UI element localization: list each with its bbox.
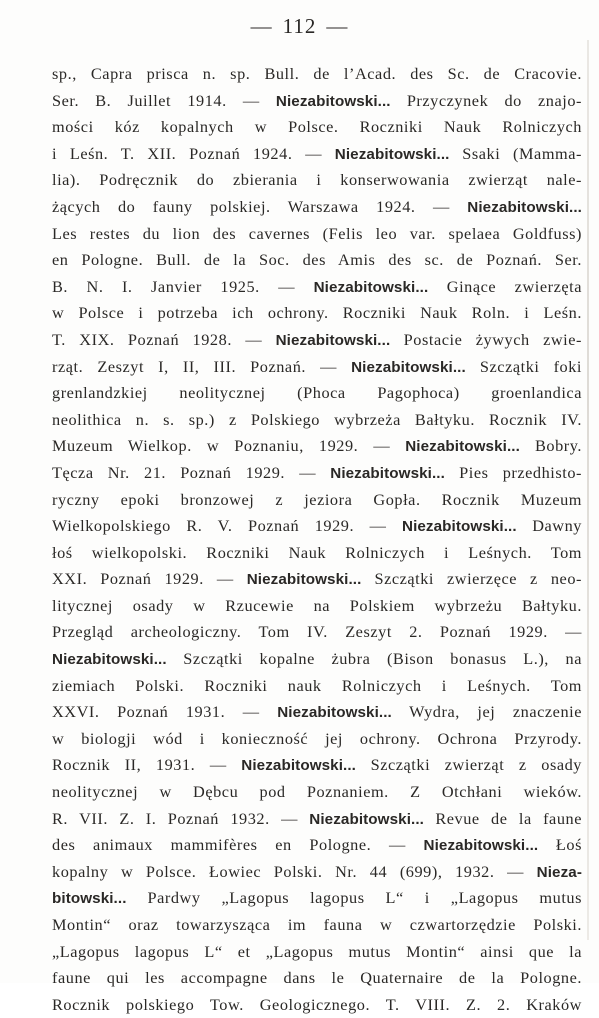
text-segment: B. N. I. Janvier 1925. — bbox=[52, 276, 314, 296]
author-name: Niezabitowski... bbox=[330, 464, 445, 482]
text-line bbox=[52, 274, 582, 301]
author-name: Niezabitowski... bbox=[423, 837, 539, 855]
text-line bbox=[52, 194, 582, 221]
author-name: Niezabitowski... bbox=[405, 438, 520, 456]
author-name: Nieza- bbox=[536, 863, 582, 881]
text-segment: Pies przedhisto- bbox=[444, 462, 582, 482]
text-line bbox=[52, 965, 582, 992]
text-segment: „Lagopus lagopus L“ et „Lagopus mutus Montin“ ainsi que la bbox=[52, 941, 582, 961]
text-line bbox=[52, 141, 582, 168]
text-line bbox=[52, 752, 582, 779]
text-segment: i Leśn. T. XII. Poznań 1924. — bbox=[52, 143, 335, 163]
text-line bbox=[52, 327, 582, 354]
author-name: Niezabitowski... bbox=[334, 145, 450, 163]
text-segment: neolitycznej w Dębcu pod Poznaniem. Z Otchłani wieków. bbox=[52, 782, 582, 802]
author-name: Niezabitowski... bbox=[467, 198, 582, 216]
text-segment: sp., Capra prisca n. sp. Bull. de l’Acad. des Sc. de Cracovie. bbox=[52, 64, 582, 83]
text-line bbox=[52, 566, 582, 593]
author-name: Niezabitowski... bbox=[351, 358, 466, 376]
text-segment: neolithica n. s. sp.) z Polskiego wybrzeża Bałtyku. Rocznik IV. bbox=[52, 409, 582, 429]
text-line bbox=[52, 646, 582, 673]
author-name: Niezabitowski... bbox=[402, 518, 517, 536]
text-line bbox=[52, 885, 582, 912]
text-segment: Łoś bbox=[538, 835, 582, 855]
text-segment: Rocznik II, 1931. — bbox=[52, 755, 242, 775]
text-segment: Ssaki (Mamma- bbox=[449, 143, 583, 163]
text-segment: Ginące zwierzęta bbox=[428, 276, 582, 296]
author-name: Niezabitowski... bbox=[275, 92, 391, 110]
text-line bbox=[52, 859, 582, 886]
text-line bbox=[52, 832, 582, 859]
text-line bbox=[52, 939, 582, 966]
text-line bbox=[52, 699, 582, 726]
text-line bbox=[52, 247, 582, 274]
header-dash-left: — bbox=[250, 14, 273, 38]
text-line bbox=[52, 300, 582, 327]
text-segment: żących do fauny polskiej. Warszawa 1924. — bbox=[52, 196, 468, 216]
text-segment: mości kóz kopalnych w Polsce. Roczniki Nauk Rolniczych bbox=[52, 117, 582, 137]
page-header bbox=[0, 14, 599, 39]
text-segment: ziemiach Polski. Roczniki nauk Rolniczych i Leśnych. Tom bbox=[52, 675, 582, 695]
text-segment: R. VII. Z. I. Poznań 1932. — bbox=[52, 808, 310, 828]
text-line bbox=[52, 61, 582, 88]
author-name: bitowski... bbox=[52, 890, 127, 908]
text-line bbox=[52, 407, 582, 434]
author-name: Niezabitowski... bbox=[241, 757, 356, 775]
text-line bbox=[52, 460, 582, 487]
text-segment: kopalny w Polsce. Łowiec Polski. Nr. 44 (699), 1932. — bbox=[52, 861, 537, 881]
text-segment: Bobry. bbox=[519, 436, 582, 456]
text-segment: w biologji wód i konieczność jej ochrony. Ochrona Przyrody. bbox=[52, 728, 582, 748]
author-name: Niezabitowski... bbox=[275, 331, 391, 349]
text-segment: rząt. Zeszyt I, II, III. Poznań. — bbox=[52, 356, 352, 376]
text-segment: XXVI. Poznań 1931. — bbox=[52, 702, 278, 722]
text-line bbox=[52, 380, 582, 407]
text-segment: Postacie żywych zwie- bbox=[390, 329, 582, 349]
text-segment: Tęcza Nr. 21. Poznań 1929. — bbox=[52, 462, 331, 482]
author-name: Niezabitowski... bbox=[313, 278, 429, 296]
text-segment: Pardwy „Lagopus lagopus L“ i „Lagopus mutus bbox=[126, 888, 582, 908]
text-segment: Przyczynek do znajo- bbox=[390, 90, 582, 110]
text-line bbox=[52, 487, 582, 514]
text-segment: XXI. Poznań 1929. — bbox=[52, 569, 247, 589]
header-dash-right: — bbox=[326, 14, 349, 38]
text-line bbox=[52, 433, 582, 460]
text-segment: Wielkopolskiego R. V. Poznań 1929. — bbox=[52, 516, 402, 536]
text-line bbox=[52, 513, 582, 540]
text-line bbox=[52, 619, 582, 646]
text-segment: des animaux mammifères en Pologne. — bbox=[52, 835, 424, 855]
text-segment: Szczątki zwierzęce z neo- bbox=[361, 569, 582, 589]
author-name: Niezabitowski... bbox=[309, 810, 424, 828]
text-segment: Muzeum Wielkop. w Poznaniu, 1929. — bbox=[52, 436, 406, 456]
text-segment: Szczątki zwierząt z osady bbox=[356, 755, 582, 775]
text-segment: T. XIX. Poznań 1928. — bbox=[52, 329, 276, 349]
text-segment: lia). Podręcznik do zbierania i konserwowania zwierząt nale- bbox=[52, 170, 582, 190]
text-line bbox=[52, 673, 582, 700]
text-line bbox=[52, 354, 582, 381]
text-segment: Dawny bbox=[516, 516, 583, 536]
bibliography-text bbox=[52, 61, 582, 1018]
text-line bbox=[52, 726, 582, 753]
text-segment: litycznej osady w Rzucewie na Polskiem wybrzeżu Bałtyku. bbox=[52, 595, 582, 615]
text-segment: ryczny epoki bronzowej z jeziora Gopła. Rocznik Muzeum bbox=[52, 489, 582, 509]
page-number: 112 bbox=[282, 14, 317, 38]
text-segment: łoś wielkopolski. Roczniki Nauk Rolniczych i Leśnych. Tom bbox=[52, 542, 582, 562]
text-segment: w Polsce i potrzeba ich ochrony. Roczniki Nauk Roln. i Leśn. bbox=[52, 303, 582, 323]
author-name: Niezabitowski... bbox=[52, 651, 167, 669]
text-line bbox=[52, 114, 582, 141]
author-name: Niezabitowski... bbox=[246, 571, 362, 589]
text-line bbox=[52, 221, 582, 248]
text-segment: Revue de la faune bbox=[423, 808, 582, 828]
text-segment: Wydra, jej znaczenie bbox=[391, 702, 582, 722]
text-segment: en Pologne. Bull. de la Soc. des Amis des sc. de Poznań. Ser. bbox=[52, 250, 582, 270]
text-line bbox=[52, 779, 582, 806]
text-line bbox=[52, 912, 582, 939]
page-edge-shadow bbox=[587, 40, 589, 940]
text-line bbox=[52, 540, 582, 567]
text-segment: Rocznik polskiego Tow. Geologicznego. T. VIII. Z. 2. Kraków bbox=[52, 994, 582, 1014]
author-name: Niezabitowski... bbox=[277, 704, 392, 722]
text-segment: Szczątki foki bbox=[465, 356, 582, 376]
text-segment: faune qui les accompagne dans le Quaternaire de la Pologne. bbox=[52, 968, 582, 988]
text-line bbox=[52, 992, 582, 1018]
text-segment: Szczątki kopalne żubra (Bison bonasus L.), na bbox=[166, 649, 582, 669]
text-segment: Les restes du lion des cavernes (Felis leo var. spelaea Goldfuss) bbox=[52, 223, 582, 243]
text-line bbox=[52, 88, 582, 115]
text-segment: Montin“ oraz towarzysząca im fauna w czwartorzędzie Polski. bbox=[52, 915, 582, 934]
text-line bbox=[52, 593, 582, 620]
text-segment: grenlandzkiej neolitycznej (Phoca Pagophoca) groenlandica bbox=[52, 383, 582, 403]
text-segment: Przegląd archeologiczny. Tom IV. Zeszyt 2. Poznań 1929. — bbox=[52, 622, 582, 642]
text-line bbox=[52, 806, 582, 833]
text-line bbox=[52, 167, 582, 194]
text-segment: Ser. B. Juillet 1914. — bbox=[52, 90, 276, 110]
